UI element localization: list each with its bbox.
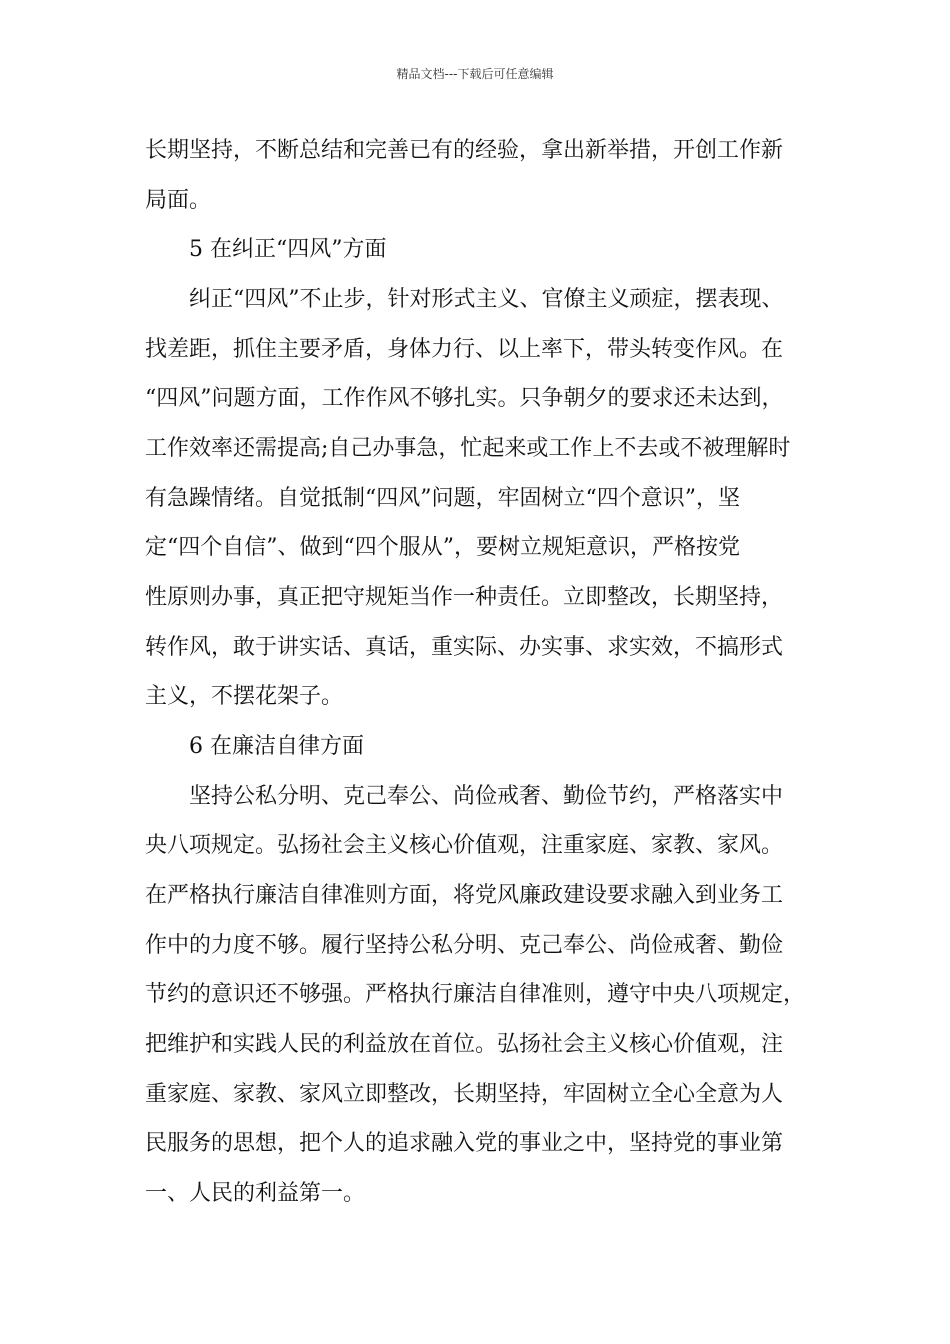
- text-line: 一、人民的利益第一。: [145, 1181, 366, 1206]
- text-line: 坚持公私分明、克己奉公、尚俭戒奢、勤俭节约，严格落实中: [189, 784, 784, 809]
- text-line: “四风”问题方面，工作作风不够扎实。只争朝夕的要求还未达到，: [145, 386, 784, 411]
- text-line: 有急躁情绪。自觉抵制“四风”问题，牢固树立“四个意识”，坚: [145, 486, 740, 511]
- text-line: 重家庭、家教、家风立即整改，长期坚持，牢固树立全心全意为人: [145, 1082, 784, 1107]
- text-line: 性原则办事，真正把守规矩当作一种责任。立即整改，长期坚持，: [145, 585, 784, 610]
- section-heading: 5 在纠正“四风”方面: [189, 237, 387, 262]
- text-line: 长期坚持，不断总结和完善已有的经验，拿出新举措，开创工作新: [145, 138, 784, 163]
- text-line: 央八项规定。弘扬社会主义核心价值观，注重家庭、家教、家风。: [145, 833, 784, 858]
- text-line: 定“四个自信”、做到“四个服从”，要树立规矩意识，严格按党: [145, 535, 740, 560]
- text-line: 工作效率还需提高;自己办事急，忙起来或工作上不去或不被理解时: [145, 436, 791, 461]
- text-line: 民服务的思想，把个人的追求融入党的事业之中，坚持党的事业第: [145, 1131, 784, 1156]
- text-line: 节约的意识还不够强。严格执行廉洁自律准则，遵守中央八项规定，: [145, 982, 806, 1007]
- page-header: 精品文档---下载后可任意编辑: [396, 67, 554, 81]
- text-line: 把维护和实践人民的利益放在首位。弘扬社会主义核心价值观，注: [145, 1032, 784, 1057]
- text-line: 主义，不摆花架子。: [145, 684, 344, 709]
- text-line: 找差距，抓住主要矛盾，身体力行、以上率下，带头转变作风。在: [145, 337, 784, 362]
- section-heading: 6 在廉洁自律方面: [189, 734, 364, 759]
- text-line: 在严格执行廉洁自律准则方面，将党风廉政建设要求融入到业务工: [145, 883, 784, 908]
- text-line: 局面。: [145, 188, 212, 213]
- text-line: 转作风，敢于讲实话、真话，重实际、办实事、求实效，不搞形式: [145, 635, 784, 660]
- text-line: 作中的力度不够。履行坚持公私分明、克己奉公、尚俭戒奢、勤俭: [145, 933, 784, 958]
- text-line: 纠正“四风”不止步，针对形式主义、官僚主义顽症，摆表现、: [189, 287, 784, 312]
